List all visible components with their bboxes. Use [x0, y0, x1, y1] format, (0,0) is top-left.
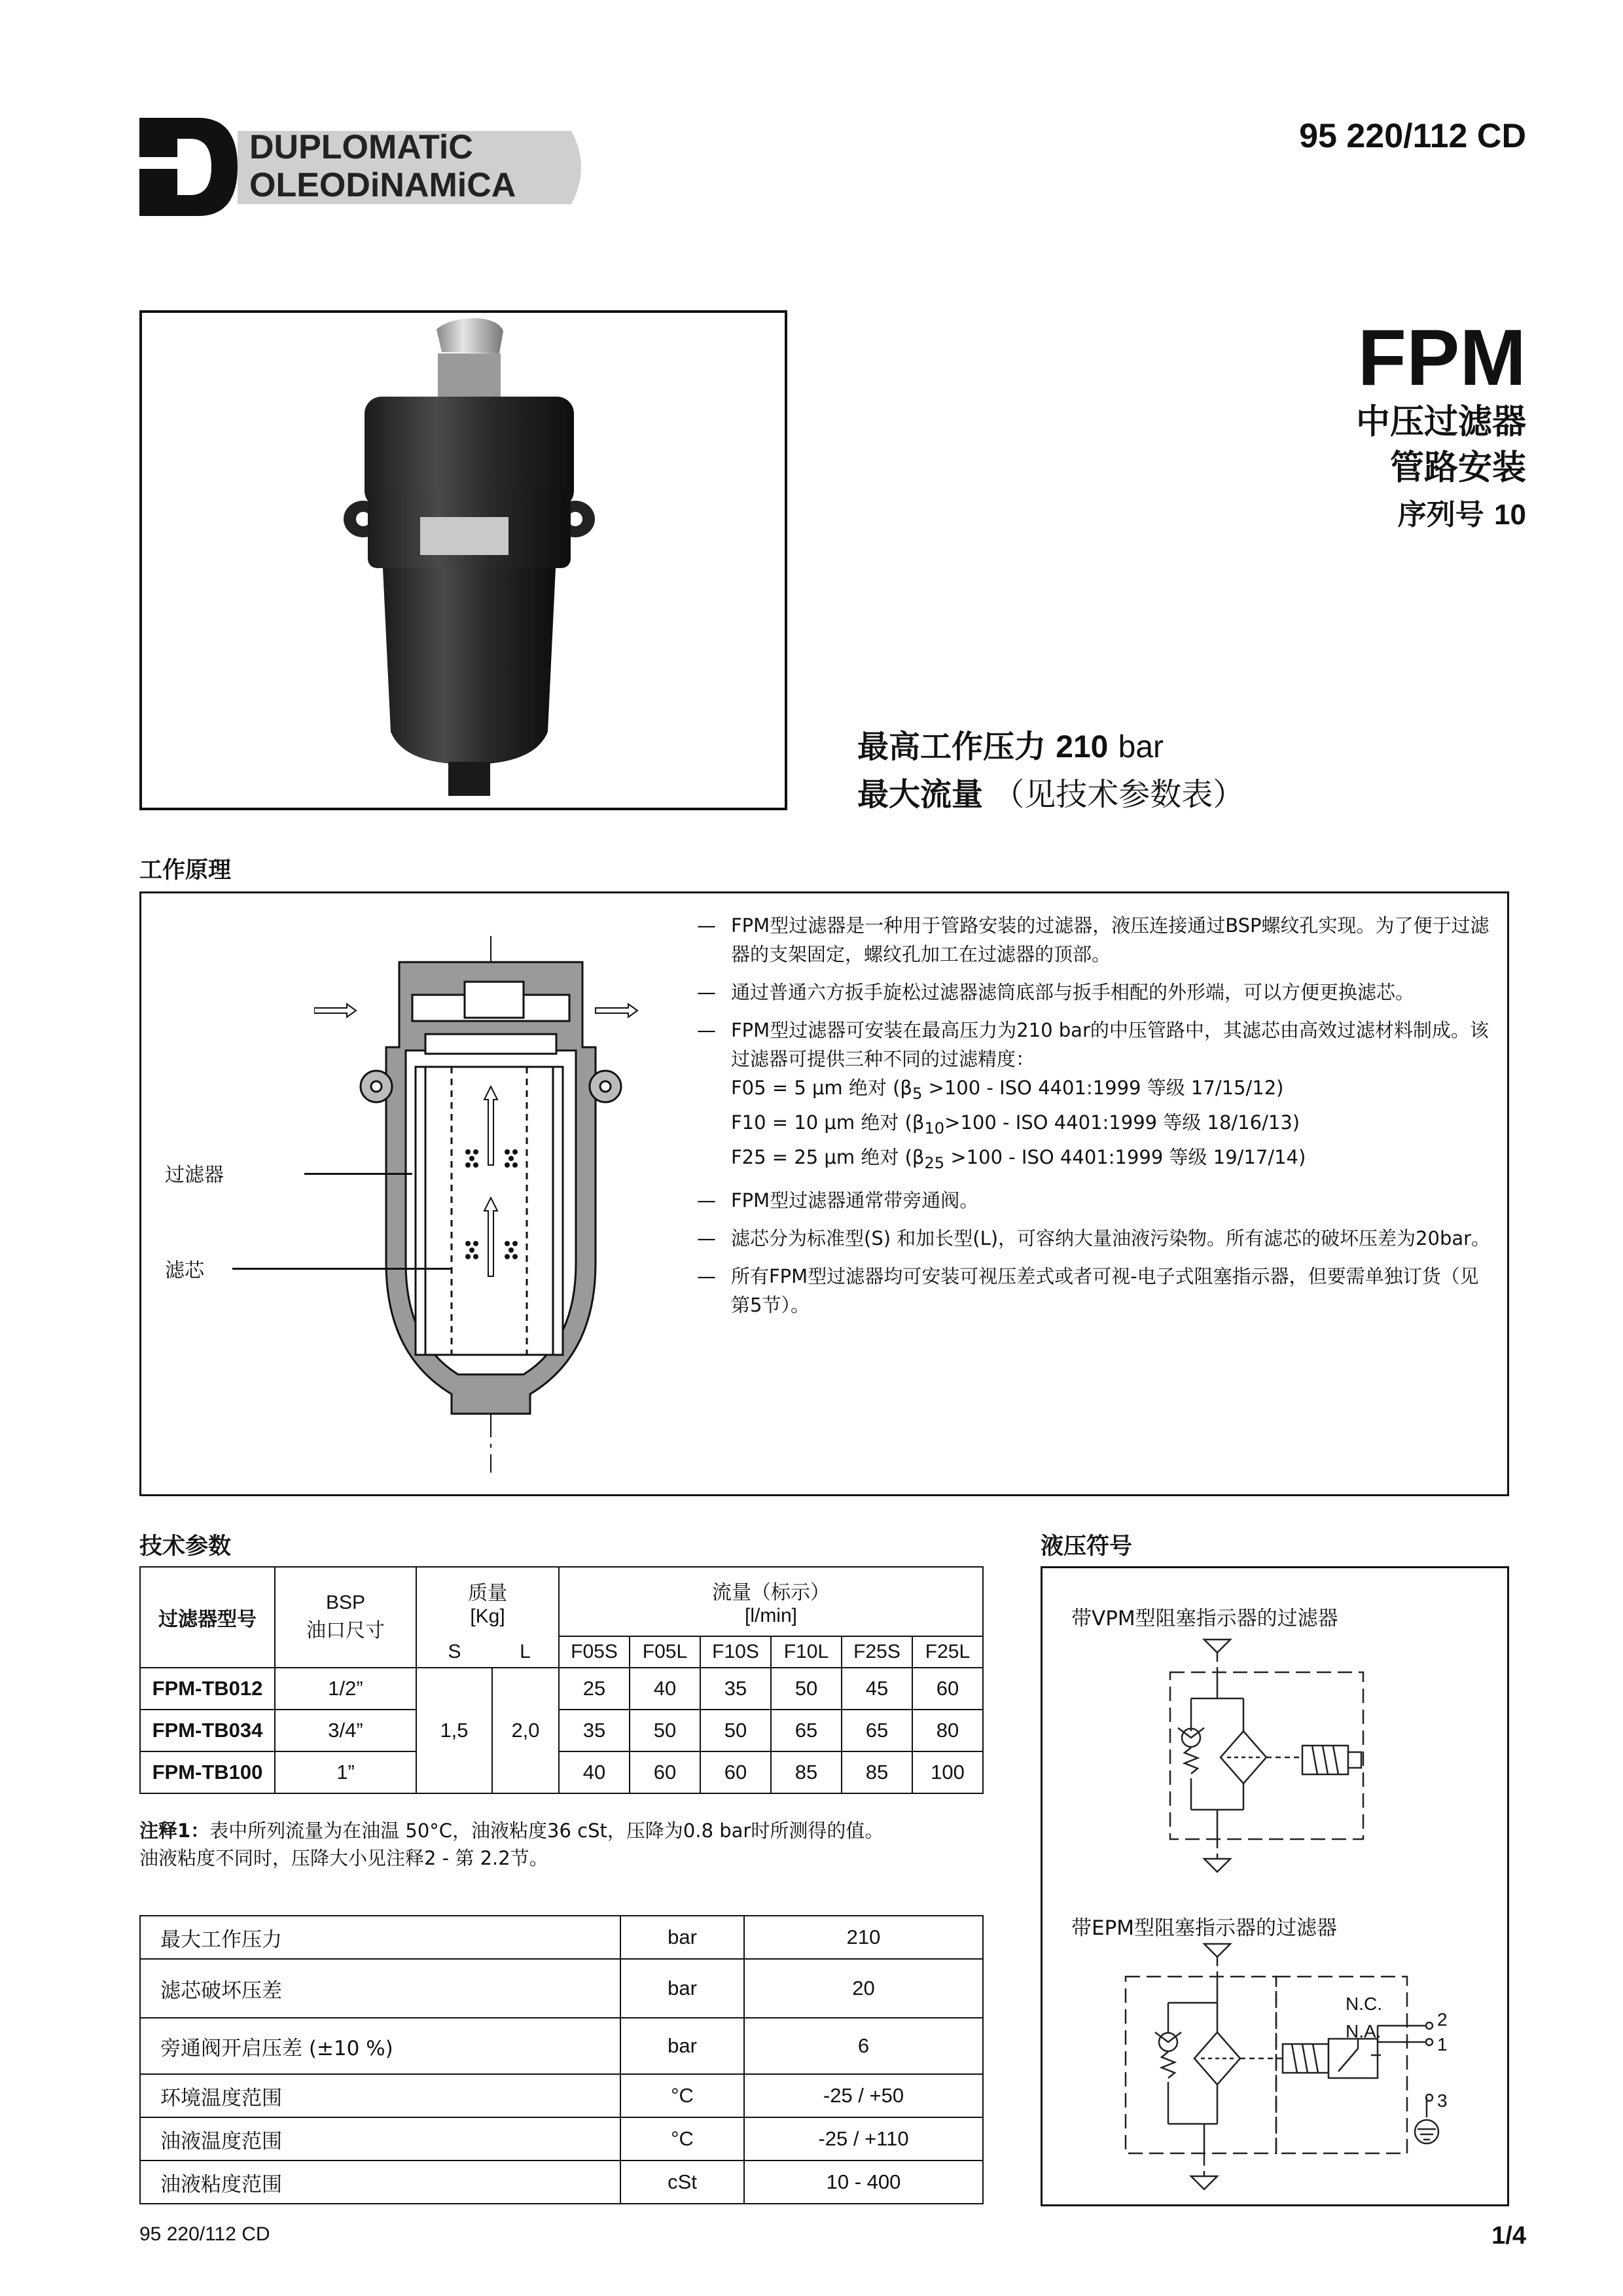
para-text: 所有FPM型过滤器均可安装可视压差式或者可视-电子式阻塞指示器，但要需单独订货（见第5节）。	[731, 1265, 1479, 1317]
para-text: 滤芯分为标准型(S) 和加长型(L)，可容纳大量油液污染物。所有滤芯的破坏压差为20bar。	[731, 1227, 1491, 1250]
mass-l-value: 2,0	[492, 1668, 559, 1793]
flow-cell: 40	[630, 1668, 700, 1710]
dash: —	[697, 1189, 716, 1212]
model-title: FPM	[1357, 313, 1526, 402]
hydraulic-title: 液压符号	[1041, 1534, 1133, 1560]
grade-f25	[731, 1143, 1492, 1177]
flow-col-header: F10L	[771, 1636, 842, 1668]
flow-line	[857, 771, 1244, 818]
param-unit: cSt	[620, 2161, 744, 2204]
flow-col-header: F25S	[842, 1636, 912, 1668]
series-label: 序列号	[1397, 498, 1484, 531]
bsp-header-1: BSP	[325, 1592, 366, 1613]
flow-cell: 50	[630, 1710, 700, 1751]
table-row	[140, 1710, 983, 1751]
table-row	[140, 2018, 983, 2074]
grade-sub: 5	[912, 1084, 923, 1103]
flow-cell: 100	[912, 1751, 983, 1793]
flow-cell: 60	[912, 1668, 983, 1710]
table-row	[140, 2117, 983, 2161]
mass-header-1: 质量	[468, 1582, 507, 1604]
series-value: 10	[1494, 499, 1526, 531]
dash: —	[697, 1265, 716, 1288]
grade-text: F10 = 10 μm 绝对 (β	[731, 1111, 925, 1134]
na-label: N.A.	[1346, 2021, 1382, 2041]
dash: —	[697, 1227, 716, 1250]
param-name: 油液温度范围	[140, 2117, 620, 2161]
flow-cell: 60	[700, 1751, 771, 1793]
bsp-header-2: 油口尺寸	[306, 1620, 385, 1641]
principle-text	[697, 911, 1492, 1329]
flow-cell: 50	[771, 1668, 842, 1710]
terminal-1: 1	[1437, 2034, 1448, 2054]
vpm-symbol	[1158, 1633, 1394, 1882]
note-label: 注释1：	[139, 1820, 210, 1842]
table-row	[140, 2161, 983, 2204]
grade-sub: 25	[924, 1153, 945, 1172]
table-row	[140, 1916, 983, 1959]
tech-title: 技术参数	[139, 1534, 232, 1560]
tech-header-row-1	[140, 1567, 983, 1636]
flow-cell: 35	[700, 1668, 771, 1710]
row-bsp: 1/2”	[275, 1668, 416, 1710]
para-text: FPM型过滤器通常带旁通阀。	[731, 1189, 979, 1212]
flow-col-header: F25L	[912, 1636, 983, 1668]
table-row	[140, 1959, 983, 2018]
grade-text: >100 - ISO 4401:1999 等级 17/15/12)	[922, 1077, 1284, 1099]
param-unit: °C	[620, 2074, 744, 2117]
para-text: FPM型过滤器是一种用于管路安装的过滤器，液压连接通过BSP螺纹孔实现。为了便于过滤器的支架固定，螺纹孔加工在过滤器的顶部。	[731, 914, 1489, 965]
principle-para-6	[697, 1262, 1492, 1319]
param-unit: bar	[620, 2018, 744, 2074]
dash: —	[697, 981, 716, 1003]
grade-text: >100 - ISO 4401:1999 等级 18/16/13)	[944, 1111, 1300, 1134]
principle-para-5	[697, 1224, 1492, 1253]
tech-table	[139, 1566, 984, 1794]
flow-cell: 25	[559, 1668, 630, 1710]
param-unit: bar	[620, 1959, 744, 2018]
table-row	[140, 2074, 983, 2117]
terminal-2: 2	[1437, 2009, 1448, 2030]
nc-label: N.C.	[1346, 1994, 1382, 2014]
mass-l-header: L	[492, 1636, 559, 1668]
subtitle-1: 中压过滤器	[1355, 403, 1526, 442]
param-value: -25 / +110	[744, 2117, 983, 2161]
flow-cell: 85	[771, 1751, 842, 1793]
flow-cell: 85	[842, 1751, 912, 1793]
flow-note: （见技术参数表）	[993, 776, 1245, 813]
param-value: 20	[744, 1959, 983, 2018]
col-bsp-header	[275, 1567, 416, 1668]
para-text: 通过普通六方扳手旋松过滤器滤筒底部与扳手相配的外形端，可以方便更换滤芯。	[731, 981, 1415, 1003]
param-name: 旁通阀开启压差 (±10 %)	[140, 2018, 620, 2074]
principle-para-2	[697, 978, 1492, 1007]
leader-line-element	[232, 1268, 452, 1270]
param-value: 6	[744, 2018, 983, 2074]
param-name: 油液粘度范围	[140, 2161, 620, 2204]
epm-label: 带EPM型阻塞指示器的过滤器	[1071, 1916, 1338, 1940]
principle-para-1	[697, 911, 1492, 969]
col-model-header: 过滤器型号	[140, 1567, 275, 1668]
note-text: 表中所列流量为在油温 50°C，油液粘度36 cSt，压降为0.8 bar时所测得的值。	[209, 1820, 884, 1842]
flow-header-1: 流量（标示）	[712, 1582, 830, 1604]
param-value: -25 / +50	[744, 2074, 983, 2117]
dash: —	[697, 914, 716, 937]
logo-line2: OLEODiNAMiCA	[249, 166, 516, 204]
flow-cell: 50	[700, 1710, 771, 1751]
param-unit: °C	[620, 2117, 744, 2161]
param-name: 最大工作压力	[140, 1916, 620, 1959]
subtitle-2: 管路安装	[1389, 448, 1526, 488]
mass-s-header: S	[416, 1636, 492, 1668]
flow-cell: 65	[771, 1710, 842, 1751]
label-filter: 过滤器	[165, 1164, 224, 1187]
title-block	[1355, 313, 1526, 535]
row-bsp: 3/4”	[275, 1710, 416, 1751]
logo-line1: DUPLOMATiC	[249, 128, 473, 166]
grade-text: F05 = 5 μm 绝对 (β	[731, 1077, 912, 1099]
table-row	[140, 1668, 983, 1710]
row-model: FPM-TB034	[140, 1710, 275, 1751]
filter-section-diagram	[314, 936, 641, 1479]
note-text-2: 油液粘度不同时，压降大小见注释2 - 第 2.2节。	[139, 1847, 548, 1869]
epm-symbol	[1113, 1941, 1453, 2202]
footer-doc-code: 95 220/112 CD	[139, 2223, 270, 2245]
row-bsp: 1”	[275, 1751, 416, 1793]
terminal-3: 3	[1437, 2090, 1448, 2111]
grade-f05	[731, 1073, 1492, 1108]
param-table	[139, 1915, 984, 2204]
grade-text: >100 - ISO 4401:1999 等级 19/17/14)	[944, 1145, 1306, 1168]
principle-para-4	[697, 1186, 1492, 1215]
mass-s-value: 1,5	[416, 1668, 492, 1793]
label-element: 滤芯	[165, 1259, 204, 1282]
flow-col-header: F10S	[700, 1636, 771, 1668]
grade-sub: 10	[924, 1119, 945, 1138]
table-note	[139, 1817, 990, 1872]
para-text: FPM型过滤器可安装在最高压力为210 bar的中压管路中，其滤芯由高效过滤材料制成。该过滤器可提供三种不同的过滤精度：	[731, 1019, 1489, 1070]
param-unit: bar	[620, 1916, 744, 1959]
company-logo	[139, 118, 584, 216]
document-code: 95 220/112 CD	[1299, 117, 1526, 155]
flow-label: 最大流量	[857, 776, 984, 813]
principle-title: 工作原理	[139, 857, 232, 884]
param-name: 滤芯破坏压差	[140, 1959, 620, 2018]
vpm-label: 带VPM型阻塞指示器的过滤器	[1071, 1607, 1338, 1630]
principle-para-3	[697, 1016, 1492, 1177]
flow-cell: 65	[842, 1710, 912, 1751]
flow-cell: 35	[559, 1710, 630, 1751]
col-mass-header	[416, 1567, 559, 1636]
pressure-label: 最高工作压力	[857, 728, 1046, 765]
col-flow-header	[559, 1567, 983, 1636]
param-value: 210	[744, 1916, 983, 1959]
grade-f10	[731, 1108, 1492, 1143]
mass-header-2: [Kg]	[470, 1605, 505, 1627]
flow-col-header: F05L	[630, 1636, 700, 1668]
flow-header-2: [l/min]	[744, 1605, 797, 1626]
param-name: 环境温度范围	[140, 2074, 620, 2117]
row-model: FPM-TB012	[140, 1668, 275, 1710]
pressure-unit: bar	[1118, 730, 1164, 764]
series-line	[1356, 495, 1526, 535]
table-row	[140, 1751, 983, 1793]
flow-col-header: F05S	[559, 1636, 630, 1668]
flow-cell: 40	[559, 1751, 630, 1793]
leader-line-filter	[304, 1173, 412, 1175]
pressure-value: 210	[1056, 730, 1109, 764]
dash: —	[697, 1019, 716, 1041]
flow-cell: 60	[630, 1751, 700, 1793]
param-value: 10 - 400	[744, 2161, 983, 2204]
headline-specs	[857, 723, 1244, 818]
page-number: 1/4	[1491, 2222, 1526, 2250]
pressure-line	[857, 723, 1244, 771]
grade-text: F25 = 25 μm 绝对 (β	[731, 1145, 925, 1168]
row-model: FPM-TB100	[140, 1751, 275, 1793]
flow-cell: 45	[842, 1668, 912, 1710]
flow-cell: 80	[912, 1710, 983, 1751]
product-photo	[142, 313, 785, 808]
product-photo-frame	[139, 310, 787, 810]
